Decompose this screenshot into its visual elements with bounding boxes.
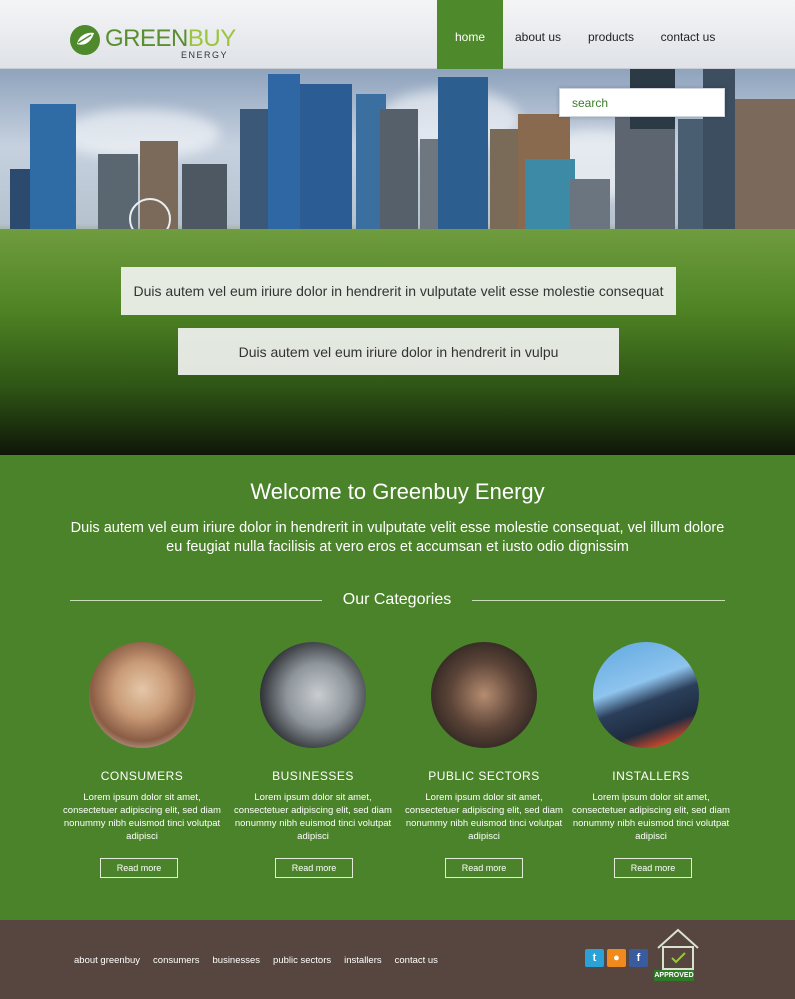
rss-icon[interactable]: ●	[607, 949, 626, 967]
footer-link-consumers[interactable]: consumers	[153, 955, 200, 966]
city-skyline-image	[0, 69, 795, 455]
footer-links	[74, 955, 438, 966]
hero-banner	[0, 69, 795, 455]
leaf-logo-icon	[69, 24, 101, 56]
read-more-button[interactable]: Read more	[275, 858, 353, 878]
hero-banner-text-2: Duis autem vel eum iriure dolor in hendrerit in vulpu	[178, 328, 619, 375]
hero-banner-text-1: Duis autem vel eum iriure dolor in hendrerit in vulputate velit esse molestie consequat	[121, 267, 676, 315]
businesses-photo	[260, 642, 366, 748]
divider	[472, 600, 725, 601]
approved-badge	[654, 926, 706, 998]
category-description: Lorem ipsum dolor sit amet, consectetuer adipiscing elit, sed diam nonummy nibh euismod tinci volutpat adipisci	[572, 792, 730, 842]
categories-heading: Our Categories	[342, 591, 452, 608]
site-header	[0, 0, 795, 69]
logo-buy-text: BUY	[187, 25, 236, 52]
category-title: BUSINESSES	[272, 769, 354, 783]
house-badge-icon	[654, 926, 706, 970]
footer-link-public-sectors[interactable]: public sectors	[273, 955, 332, 966]
nav-products[interactable]: products	[587, 30, 635, 44]
category-title: PUBLIC SECTORS	[428, 769, 540, 783]
footer-link-about-greenbuy[interactable]: about greenbuy	[74, 955, 141, 966]
category-description: Lorem ipsum dolor sit amet, consectetuer adipiscing elit, sed diam nonummy nibh euismod tinci volutpat adipisci	[63, 792, 221, 842]
site-footer	[0, 920, 795, 999]
read-more-button[interactable]: Read more	[445, 858, 523, 878]
twitter-icon[interactable]: t	[585, 949, 604, 967]
welcome-intro: Duis autem vel eum iriure dolor in hendrerit in vulputate velit esse molestie consequat, vel illum dolore eu feugiat nulla facilisis at vero eros et accumsan et iusto odio dignissim	[70, 520, 725, 555]
footer-link-contact-us[interactable]: contact us	[394, 955, 438, 966]
read-more-button[interactable]: Read more	[614, 858, 692, 878]
logo-subtitle: ENERGY	[181, 50, 229, 60]
footer-link-businesses[interactable]: businesses	[212, 955, 261, 966]
approved-label: APPROVED	[654, 972, 694, 979]
facebook-icon[interactable]: f	[629, 949, 648, 967]
installers-photo	[593, 642, 699, 748]
nav-contact-us[interactable]: contact us	[660, 30, 716, 44]
welcome-heading: Welcome to Greenbuy Energy	[250, 479, 545, 504]
category-title: CONSUMERS	[100, 769, 184, 783]
divider	[70, 600, 322, 601]
welcome-section	[0, 455, 795, 920]
read-more-button[interactable]: Read more	[100, 858, 178, 878]
nav-about-us[interactable]: about us	[514, 30, 562, 44]
nav-home[interactable]: home	[437, 0, 503, 74]
category-description: Lorem ipsum dolor sit amet, consectetuer adipiscing elit, sed diam nonummy nibh euismod tinci volutpat adipisci	[405, 792, 563, 842]
footer-link-installers[interactable]: installers	[344, 955, 382, 966]
greenbuy-logo[interactable]	[69, 22, 239, 62]
search-input[interactable]: search	[559, 88, 725, 117]
consumers-photo	[89, 642, 195, 748]
category-description: Lorem ipsum dolor sit amet, consectetuer adipiscing elit, sed diam nonummy nibh euismod tinci volutpat adipisci	[234, 792, 392, 842]
main-nav	[437, 0, 727, 74]
public-sectors-photo	[431, 642, 537, 748]
category-title: INSTALLERS	[612, 769, 690, 783]
logo-wordmark	[105, 26, 236, 52]
logo-green-text: GREEN	[105, 25, 188, 52]
